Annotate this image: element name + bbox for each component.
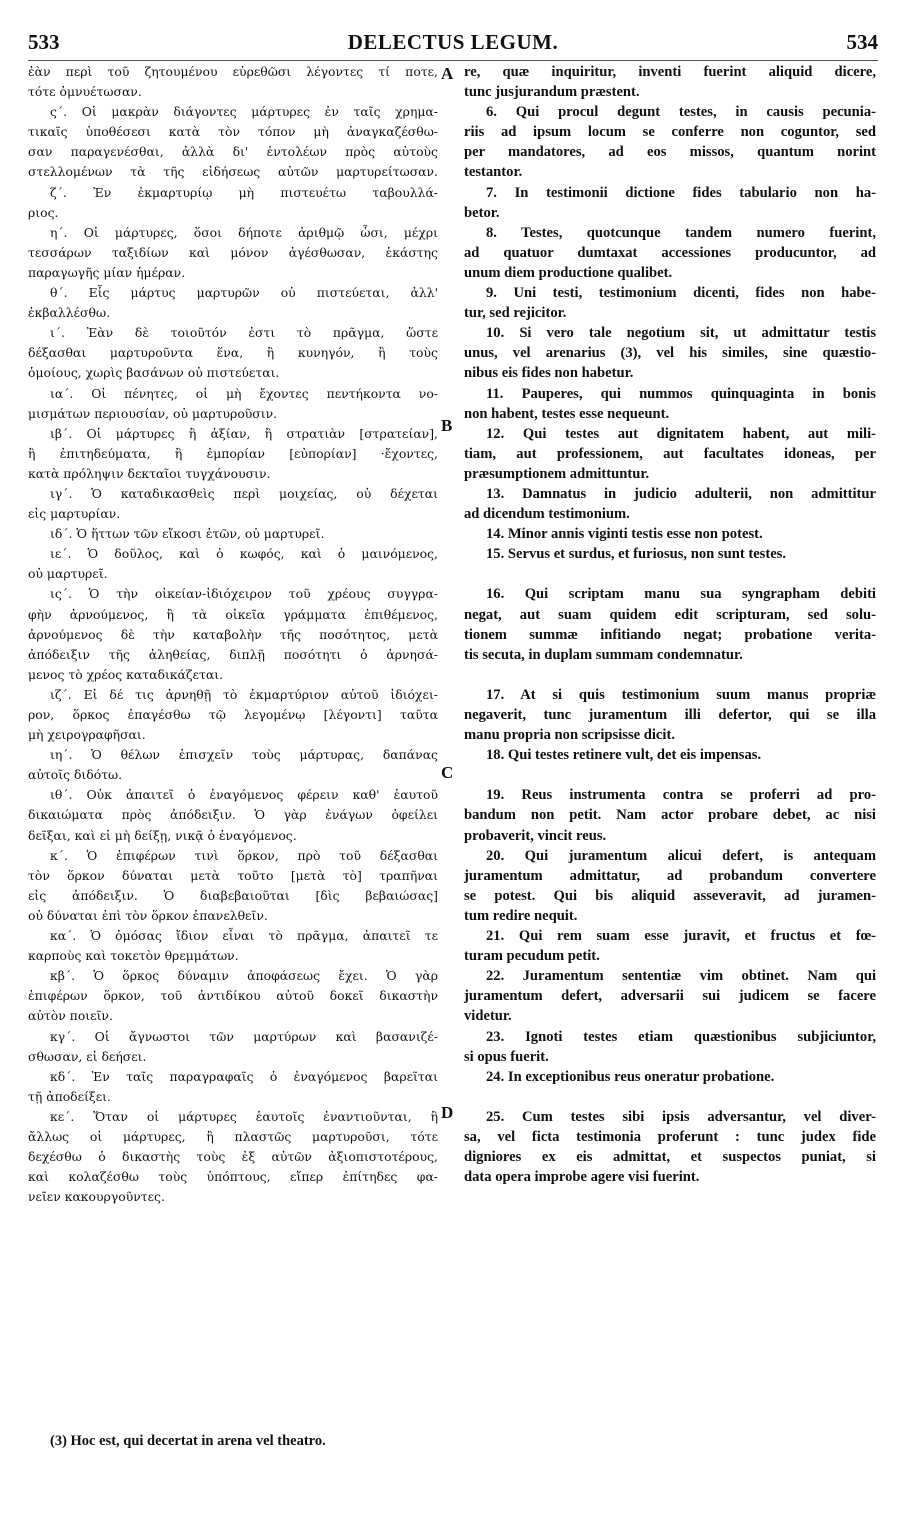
latin-text-line: tiam, aut professionem, aut facultates idoneas, per [464,445,876,462]
greek-text-line: μενος τὸ χρέος καταδικάζεται. [28,666,224,682]
latin-text-line: juramentum admittatur, ad probandum convertere [464,867,876,884]
latin-text-line: 7. In testimonii dictione fides tabulario non ha- [486,184,876,201]
latin-text-line: negat, aut suam quidem edit scripturam, sed solu- [464,606,876,623]
greek-text-line: τεσσάρων ταξιδίων καὶ μόνον ἀγέσθωσαν, ἑκάστης [28,244,438,260]
page-number-right: 534 [846,30,878,54]
greek-text-line: ιε΄. Ὁ δοῦλος, καὶ ὁ κωφός, καὶ ὁ μαινόμενος, [50,546,438,562]
greek-text-line: μισμάτων περιουσίαν, οὐ μαρτυροῦσιν. [28,405,278,421]
latin-text-line: 17. At si quis testimonium suum manus propriæ [486,686,876,703]
latin-text-line: unus, vel arenarius (3), vel his similes, sine quæstio- [464,345,876,362]
latin-text-line: 10. Si vero tale negotium sit, ut admittatur testis [486,325,876,342]
latin-text-line: 6. Qui procul degunt testes, in causis pecunia- [486,104,876,121]
greek-text-line: οὐ δύναται ἐπὶ τὸν ὅρκον ἐπανελθεῖν. [28,907,268,923]
greek-text-line: ιζ΄. Εἰ δέ τις ἀρνηθῇ τὸ ἐκμαρτύριον αὐτοῦ ἰδιόχει- [50,686,438,702]
greek-text-line: δεῖξαι, καὶ εἰ μὴ δείξῃ, νικᾷ ὁ ἐναγόμενος. [28,827,297,843]
latin-text-line: betor. [464,204,500,221]
greek-text-line: ιγ΄. Ὁ καταδικασθεὶς περὶ μοιχείας, οὐ δέχεται [50,485,438,501]
greek-text-line: ιθ΄. Οὐκ ἀπαιτεῖ ὁ ἐναγόμενος φέρειν καθ' ἑαυτοῦ [50,787,438,803]
greek-text-line: κατὰ πρόληψιν δεκταῖοι τυγχάνουσιν. [28,465,271,481]
latin-text-line: 12. Qui testes aut dignitatem habent, aut mili- [486,425,876,442]
greek-text-line: σθωσαν, εἰ δεήσει. [28,1048,147,1064]
margin-marker-a: A [441,64,454,83]
paragraph-gap [464,564,876,584]
greek-text-line: ρον, ὅρκος ἐπαγέσθω τῷ λεγομένῳ [λέγοντι] ταῦτα [28,707,438,722]
latin-text-line: 20. Qui juramentum alicui defert, is antequam [486,847,876,864]
latin-text-line: se potest. Qui bis aliquid asseveravit, ad juramen- [464,887,876,904]
latin-text-line: 18. Qui testes retinere vult, det eis impensas. [486,747,762,764]
latin-text-line: 25. Cum testes sibi ipsis adversantur, vel diver- [486,1108,876,1125]
greek-text-line: φὴν ἀρνούμενος, ἢ τὰ οἰκεῖα γράμματα ἐπιθέμενος, [28,606,438,622]
greek-text-line: δέξασθαι μαρτυροῦντα ἕνα, ἢ κυνηγόν, ἢ τοὺς [28,345,438,361]
paragraph-gap [464,765,876,785]
latin-text-line: tionem summæ infitiando negat; probatione verita- [464,626,876,643]
latin-text-column [464,62,876,1187]
margin-marker-c: C [441,763,454,782]
greek-text-line: κβ΄. Ὁ ὅρκος δύναμιν ἀποφάσεως ἔχει. Ὁ γὰρ [50,968,438,984]
greek-text-line: ἐκβαλλέσθω. [28,305,111,321]
greek-text-line: ια΄. Οἱ πένητες, οἱ μὴ ἔχοντες πεντήκοντα νο- [50,385,438,401]
latin-text-line: 11. Pauperes, qui nummos quinquaginta in bonis [486,385,876,402]
latin-text-line: tum redire nequit. [464,907,578,924]
greek-text-line: στελλομένων τὰ τῆς εἰδήσεως αὐτῶν μαρτυρείτωσαν. [28,164,438,180]
greek-text-line: εἰς μαρτυρίαν. [28,506,121,522]
latin-text-line: turam pecudum petit. [464,948,600,965]
footnote: (3) Hoc est, qui decertat in arena vel theatro. [50,1433,326,1449]
greek-text-line: ιη΄. Ὁ θέλων ἐπισχεῖν τοὺς μάρτυρας, δαπάνας [50,747,438,763]
greek-text-line: δικαιώματα πρὸς ἀπόδειξιν. Ὁ γὰρ ἐνάγων ὀφείλει [28,807,438,823]
margin-marker-b: B [441,416,453,435]
latin-text-line: per mandatores, ad eos missos, quantum norint [464,144,876,161]
greek-text-line: ζ΄. Ἐν ἐκμαρτυρίῳ μὴ πιστευέτω ταβουλλά- [50,184,438,200]
greek-text-line: δεχέσθω ὁ δικαστὴς τοὺς ἐξ αὐτῶν ἀξιοπιστοτέρους, [28,1149,438,1165]
latin-text-line: 8. Testes, quotcunque tandem numero fuerint, [486,224,876,241]
greek-text-line: τότε ὀμνυέτωσαν. [28,84,142,100]
greek-text-line: τικαῖς ὑποθέσεσι κατὰ τὸν τόπον μὴ ἀναγκαζέσθω- [28,124,438,140]
latin-text-line: tunc jusjurandum præstent. [464,84,640,101]
greek-text-line: κδ΄. Ἐν ταῖς παραγραφαῖς ὁ ἐναγόμενος βαρεῖται [50,1068,438,1084]
latin-text-line: ad quatuor dumtaxat accessiones producuntor, ad [464,244,876,261]
greek-text-line: τῇ ἀποδείξει. [28,1088,111,1104]
greek-text-line: κε΄. Ὅταν οἱ μάρτυρες ἑαυτοῖς ἐναντιοῦνται, ἢ [50,1108,438,1124]
latin-text-line: 19. Reus instrumenta contra se proferri ad pro- [486,787,876,804]
greek-text-line: κγ΄. Οἱ ἄγνωστοι τῶν μαρτύρων καὶ βασανιζέ- [50,1028,438,1044]
greek-text-line: μὴ χειρογραφῆσαι. [28,727,146,743]
latin-text-line: bandum non petit. Nam actor probare debet, ac nisi [464,807,876,824]
latin-text-line: digniores ex eis admittat, et suspectos puniat, si [464,1149,876,1166]
latin-text-line: negaverit, tunc juramentum illi defertor, qui se illa [464,707,876,723]
latin-text-line: videtur. [464,1008,512,1025]
greek-text-line: νεῖεν κακουργοῦντες. [28,1189,165,1205]
latin-text-line: data opera improbe agere visi fuerint. [464,1169,700,1186]
latin-text-line: 14. Minor annis viginti testis esse non potest. [486,526,763,543]
greek-text-line: οὐ μαρτυρεῖ. [28,566,108,582]
latin-text-line: unum diem productione qualibet. [464,264,673,281]
latin-text-line: sa, vel ficta testimonia proferunt : tunc judex fide [464,1128,876,1145]
greek-text-line: ὁμοίους, χωρὶς βασάνων οὐ πιστεύεται. [28,365,280,381]
latin-text-line: tis secuta, in duplam summam condemnatur. [464,646,743,663]
latin-text-line: manu propria non scripsisse dicit. [464,727,675,744]
latin-text-line: 24. In exceptionibus reus oneratur probatione. [486,1068,775,1085]
greek-text-line: ριος. [28,204,59,220]
greek-text-line: σαν παραγενέσθαι, ἀλλὰ δι' ἐντολέων πρὸς αὐτοὺς [28,144,438,160]
greek-text-line: ιβ΄. Οἱ μάρτυρες ἢ ἀξίαν, ἢ στρατιὰν [στρατείαν], [50,425,438,441]
greek-text-line: τὸν ὅρκον δύναται μετὰ τοῦτο [μετὰ τὸ] τραπῆναι [28,867,438,883]
latin-text-line: 21. Qui rem suam esse juravit, et fructus et fœ- [486,928,876,945]
paragraph-gap [464,1087,876,1107]
greek-text-column [28,62,438,1207]
greek-text-line: αὐτὸν ποιεῖν. [28,1008,113,1024]
running-header [28,30,878,60]
greek-text-line: ἄλλως οἱ μάρτυρες, ἢ πλαστῶς μαρτυροῦσι, τότε [28,1128,438,1144]
greek-text-line: ς΄. Οἱ μακρὰν διάγοντες μάρτυρες ἐν ταῖς χρημα- [50,104,438,120]
margin-marker-d: D [441,1103,454,1122]
greek-text-line: ἀρνούμενος δὲ τὴν καταβολὴν τῆς ποσότητος, μετὰ [28,626,438,642]
greek-text-line: καὶ κολαζέσθω τοὺς ὑπόπτους, εἴπερ ἐπίτηδες φα- [28,1169,438,1185]
page-number-left: 533 [28,30,60,54]
latin-text-line: re, quæ inquiritur, inventi fuerint aliquid dicere, [464,64,876,80]
latin-text-line: non habent, testes esse nequeunt. [464,405,670,422]
greek-text-line: η΄. Οἱ μάρτυρες, ὅσοι δήποτε ἀριθμῷ ὦσι, μέχρι [50,224,438,240]
greek-text-line: ἢ ἐπιτηδεύματα, ἢ ἐμπορίαν [εὐπορίαν] ·ἔχοντες, [28,445,438,461]
running-title: DELECTUS LEGUM. [347,30,559,54]
greek-text-line: ἐπιφέρων ὅρκον, τοῦ ἀντιδίκου αὐτοῦ δοκεῖ δικαστὴν [28,988,438,1004]
latin-text-line: 13. Damnatus in judicio adulterii, non admittitur [486,485,876,502]
latin-text-line: tur, sed rejicitor. [464,305,567,322]
greek-text-line: ἐὰν περὶ τοῦ ζητουμένου εὑρεθῶσι λέγοντες τί ποτε, [28,64,438,79]
greek-text-line: ιδ΄. Ὁ ἥττων τῶν εἴκοσι ἐτῶν, οὐ μαρτυρεῖ. [50,526,325,542]
latin-text-line: probaverit, vincit reus. [464,827,607,844]
header-rule [28,60,878,61]
greek-text-line: αὐτοῖς διδότω. [28,767,123,783]
latin-text-line: testantor. [464,164,523,181]
greek-text-line: ις΄. Ὁ τὴν οἰκείαν-ἰδιόχειρον τοῦ χρέους συγγρα- [50,586,438,602]
latin-text-line: 15. Servus et surdus, et furiosus, non sunt testes. [486,546,787,563]
latin-text-line: 16. Qui scriptam manu sua syngrapham debiti [486,586,876,603]
latin-text-line: riis ad ipsum locum se conferre non coguntor, sed [464,124,876,141]
latin-text-line: 23. Ignoti testes etiam quæstionibus subjiciuntor, [486,1028,876,1045]
latin-text-line: præsumptionem admittuntur. [464,465,650,482]
latin-text-line: 9. Uni testi, testimonium dicenti, fides non habe- [486,285,876,302]
greek-text-line: ἀπόδειξιν τῆς ἀληθείας, διπλῇ ποσότητι ὁ ἀρνησά- [28,646,438,662]
greek-text-line: εἰς ἀπόδειξιν. Ὁ διαβεβαιοῦται [δὶς βεβαιώσας] [28,887,438,903]
greek-text-line: παραγωγῆς μίαν ἡμέραν. [28,264,186,280]
greek-text-line: θ΄. Εἷς μάρτυς μαρτυρῶν οὐ πιστεύεται, ἀλλ' [50,285,438,301]
greek-text-line: κ΄. Ὁ ἐπιφέρων τινὶ ὅρκον, πρὸ τοῦ δέξασθαι [50,847,438,863]
greek-text-line: κα΄. Ὁ ὀμόσας ἴδιον εἶναι τὸ πρᾶγμα, ἀπαιτεῖ τε [50,928,438,944]
greek-text-line: ι΄. Ἐὰν δὲ τοιοῦτόν ἐστι τὸ πρᾶγμα, ὥστε [50,325,438,341]
latin-text-line: nibus eis fides non habetur. [464,365,634,382]
latin-text-line: si opus fuerit. [464,1048,549,1065]
latin-text-line: juramentum defert, adversarii sui judicem se facere [464,988,876,1005]
greek-text-line: καρποὺς καὶ τοκετὸν θρεμμάτων. [28,948,239,964]
paragraph-gap [464,665,876,685]
latin-text-line: ad dicendum testimonium. [464,506,630,523]
latin-text-line: 22. Juramentum sententiæ vim obtinet. Nam qui [486,968,876,985]
